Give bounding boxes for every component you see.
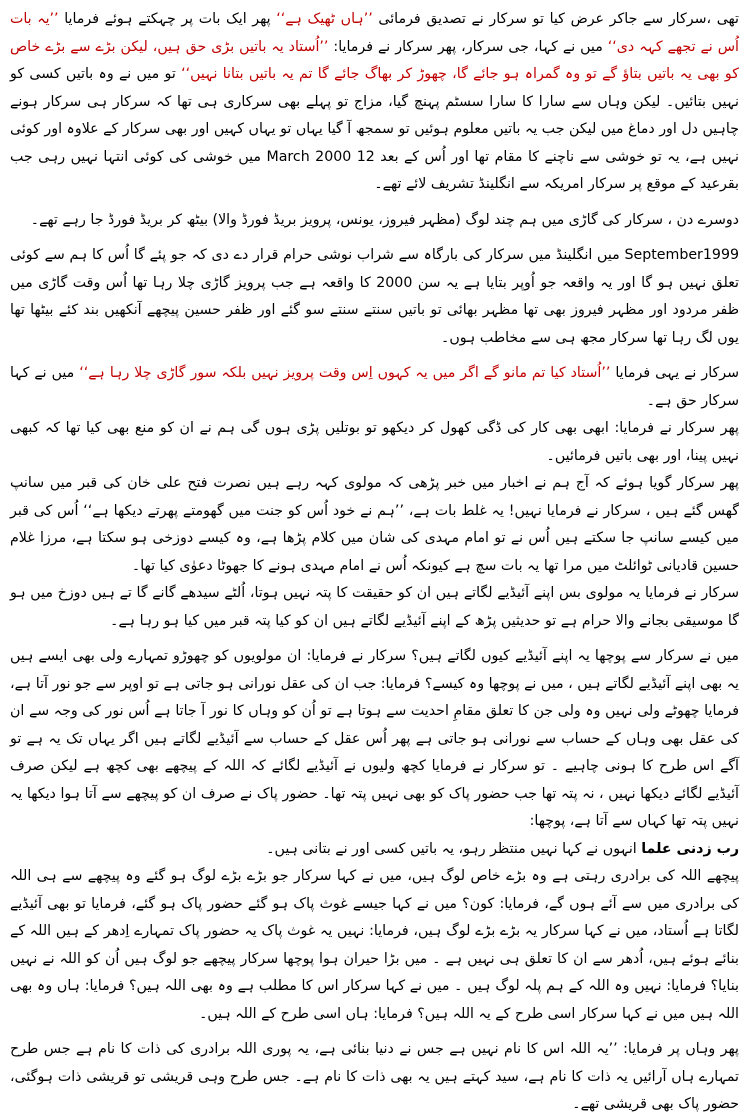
text-run: دوسرے دن ، سرکار کی گاڑی میں ہم چند لوگ (مظہر فیروز، یونس، پرویز بریڈ فورڈ والا) بیٹھ کر بریڈ فورڈ جا رہے تھے۔ [30, 211, 739, 228]
highlighted-quote: ’’اُستاد کیا تم مانو گے اگر میں یہ کہوں اِس وقت پرویز نہیں بلکہ سور گاڑی چلا رہا ہے‘‘ [79, 365, 611, 381]
highlighted-quote: ’’اُستاد یہ باتیں بڑی حق ہیں، لیکن بڑے سے بڑے خاص کو بھی یہ باتیں بتاؤ گے تو وہ گمراہ ہو جائے گا، چھوڑ کر بھاگ جائے گا تم یہ باتیں بتانا نہیں‘‘ [10, 38, 739, 82]
text-run: انہوں نے کہا نہیں منتظر رہو، یہ باتیں کسی اور نے بتانی ہیں۔ [266, 840, 642, 857]
paragraph-2 [10, 207, 739, 235]
paragraph-9 [10, 836, 739, 864]
text-run: میں نے سرکار سے پوچھا یہ اپنے آئیڈیے کیوں لگاتے ہیں؟ سرکار نے فرمایا: ان مولویوں کو چھوڑو تمہارے ولی بھی ایسے ہیں یہ بھی اپنے آئیڈیے لگاتے ہیں ، میں نے پوچھا وہ کیسے؟ فرمایا: جب ان کی عقل نورانی ہو جاتی ہے تو اوپر سے جو نور آتا ہے، فرمایا چھوٹے ولی نہیں وہ ولی جن کا تعلق مقامِ احدیت سے ہوتا ہے تو اُن کو وہاں کا نور آ جاتا ہے اُس نور کی وجہ سے ان کی عقل بھی وہاں کے حساب سے نورانی ہو جاتی ہے پھر اُس عقل کے حساب سے آئیڈیے لگاتے ہیں اگر یہاں تک یہ ہے تو آگے اس طرح کا ہونی چاہیے ۔ تو سرکار نے فرمایا کچھ ولیوں نے آئیڈیے لگائے کہ اللہ کے پیچھے بھی کچھ ہے لیکن صرف آئیڈیے لگائے دیکھا نہیں ، نہ پتہ تھا جب حضور پاک کو بھی نہیں پتہ تھا۔ حضور پاک نے صرف ان کو پیچھے سے آتا ہوا دیکھا یہ نہیں پتہ تھا کہاں سے آتا ہے، پوچھا: [10, 648, 739, 829]
paragraph-10 [10, 863, 739, 1028]
paragraph-1 [10, 6, 739, 199]
text-run: پھر سرکار نے فرمایا: ابھی بھی کار کی ڈگی کھول کر دیکھو تو بوتلیں پڑی ہوں گی ہم نے ان کو منع بھی کیا تھا کہ کبھی نہیں پینا، اور بھی باتیں فرمائیں۔ [10, 420, 739, 464]
text-run: پھر سرکار گویا ہوئے کہ آج ہم نے اخبار میں خبر پڑھی کہ مولوی کہہ رہے ہیں نصرت فتح علی خان کی قبر میں سانپ گھس گئے ہیں ، سرکار نے فرمایا نہیں! یہ غلط بات ہے، ’’ہم نے خود اُس کو جنت میں گھومتے پھرتے دیکھا ہے‘‘ اُس کی قبر میں کیسے سانپ جا سکتے ہیں اُس نے تو امام مہدی کی شان میں کلام پڑھا ہے، وہ کیسے دوزخی ہو سکتا ہے، مرزا غلام حسین قادیانی ٹوائلٹ میں مرا تھا یہ بات سچ ہے کیونکہ اُس نے امام مہدی ہونے کا جھوٹا دعوٰی کیا تھا۔ [10, 475, 739, 574]
paragraph-gap [10, 635, 739, 643]
text-run: میں نے کہا، جی سرکار، پھر سرکار نے فرمایا: [328, 38, 608, 55]
bold-lead-text: رب زدنی علما [641, 840, 739, 857]
text-run: سرکار نے یہی فرمایا [610, 365, 739, 381]
text-run: سرکار نے فرمایا یہ مولوی بس اپنے آئیڈیے لگاتے ہیں ان کو حقیقت کا پتہ نہیں ہوتا، اُلٹے سیدھے گانے گا تے ہیں دوزخ میں ہو گا موسیقی بجانے والا حرام ہے تو حدیثیں پڑھ کے اپنے آئیڈیے لگاتے ہیں ان کو کیا پتہ قبر میں کیا ہو رہا ہے۔ [10, 585, 739, 629]
paragraph-gap [10, 199, 739, 207]
paragraph-8 [10, 643, 739, 836]
highlighted-quote: ’’یہ بات اُس نے تجھے کہہ دی‘‘ [10, 11, 739, 55]
paragraph-6 [10, 470, 739, 580]
paragraph-4 [10, 360, 739, 415]
paragraph-gap [10, 234, 739, 242]
text-run: پیچھے اللہ کی برادری رہتی ہے وہ بڑے خاص لوگ ہیں، میں نے کہا سرکار جو بڑے بڑے لوگ ہو گئے وہ پیچھے سے ہی اللہ کی برادری میں سے آئے ہوں گے، فرمایا: کون؟ میں نے کہا جیسے غوث پاک ہو گئے حضور پاک ہو گئے، فرمایا تو بھی آئیڈیے لگاتا ہے اُستاد، میں نے کہا سرکار یہ بڑے بڑے لوگ ہیں، فرمایا: نہیں یہ غوث پاک یہ حضور پاک تمہارے اِدھر کے ہیں اللہ کے بنائے ہوئے ہیں، اُدھر سے ان کا تعلق ہی نہیں ہے ۔ میں بڑا حیران ہوا پوچھا سرکار پیچھے جو لوگ ہیں اُن کو اللہ نے نہیں بنایا؟ فرمایا: نہیں وہ اللہ کے ہم پلہ لوگ ہیں ۔ میں نے کہا سرکار اس کا مطلب ہے وہ بھی اللہ ہیں؟ فرمایا: ہاں وہ بھی اللہ ہیں میں نے کہا سرکار اسی طرح کے یہ اللہ ہیں؟ فرمایا: ہاں اسی طرح کے اللہ ہیں۔ [10, 868, 739, 1022]
text-run: پھر ایک بات پر چہکتے ہوئے فرمایا [58, 11, 277, 27]
text-run: September1999 میں انگلینڈ میں سرکار کی بارگاہ سے شراب نوشی حرام قرار دے دی کہ جو پئے گا اُس کا ہم سے کوئی تعلق نہیں ہو گا اور یہ واقعہ جو اُوپر بتایا ہے یہ سن 2000 کا واقعہ ہے جب پرویز گاڑی چلا رہا تھا اُس وقت گاڑی میں ظفر مردود اور مظہر فیروز بھی تھا مظہر بھائی تو باتیں سنتے سنتے سو گئے اور ظفر حسین پیچھے آنکھیں بند کئے بیٹھا تھا یوں لگ رہا تھا سرکار مجھ ہی سے مخاطب ہوں۔ [10, 247, 740, 346]
paragraph-7 [10, 580, 739, 635]
text-run: پھر وہاں پر فرمایا: ’’یہ اللہ اس کا نام نہیں ہے جس نے دنیا بنائی ہے، یہ پوری اللہ برادری کی ذات کا نام ہے جس طرح تمہارے ہاں آرائیں یہ ذات کا نام ہے، سید کہتے ہیں یہ بھی ذات کا نام ہے۔ جس طرح وہی قریشی تو قریشی ذات ہوگئی، حضور پاک بھی قریشی تھے۔ [10, 1041, 739, 1112]
text-run: تو میں نے وہ باتیں کسی کو نہیں بتائیں۔ لیکن وہاں سے سارا کا سارا سسٹم پہنچ گیا، مزاج تو پہلے بھی سرکاری ہی تھا کہ سرکار ہی سرکار ہونے چاہیں دل اور دماغ میں لیکن جب یہ باتیں معلوم ہوئیں تو سمجھ آ گیا یہاں تو یہاں کہیں اور بھی سرکار کے علاوہ اور کوئی نہیں ہے، یہ تو خوشی سے ناچنے کا مقام تھا اور اُس کے بعد 12 March 2000 میں خوشی کی کوئی انتہا نہیں رہی جب بقرعید کے موقع پر سرکار امریکہ سے انگلینڈ تشریف لائے تھے۔ [10, 66, 740, 192]
highlighted-quote: ’’ہاں ٹھیک ہے‘‘ [276, 11, 373, 27]
text-run: تھی ،سرکار سے جاکر عرض کیا تو سرکار نے تصدیق فرمائی [372, 11, 740, 27]
paragraph-3 [10, 242, 739, 352]
paragraph-gap [10, 1028, 739, 1036]
paragraph-11 [10, 1036, 739, 1119]
paragraph-gap [10, 352, 739, 360]
paragraph-5 [10, 415, 739, 470]
text-run: میں نے کہا سرکار حق ہے۔ [10, 365, 739, 409]
